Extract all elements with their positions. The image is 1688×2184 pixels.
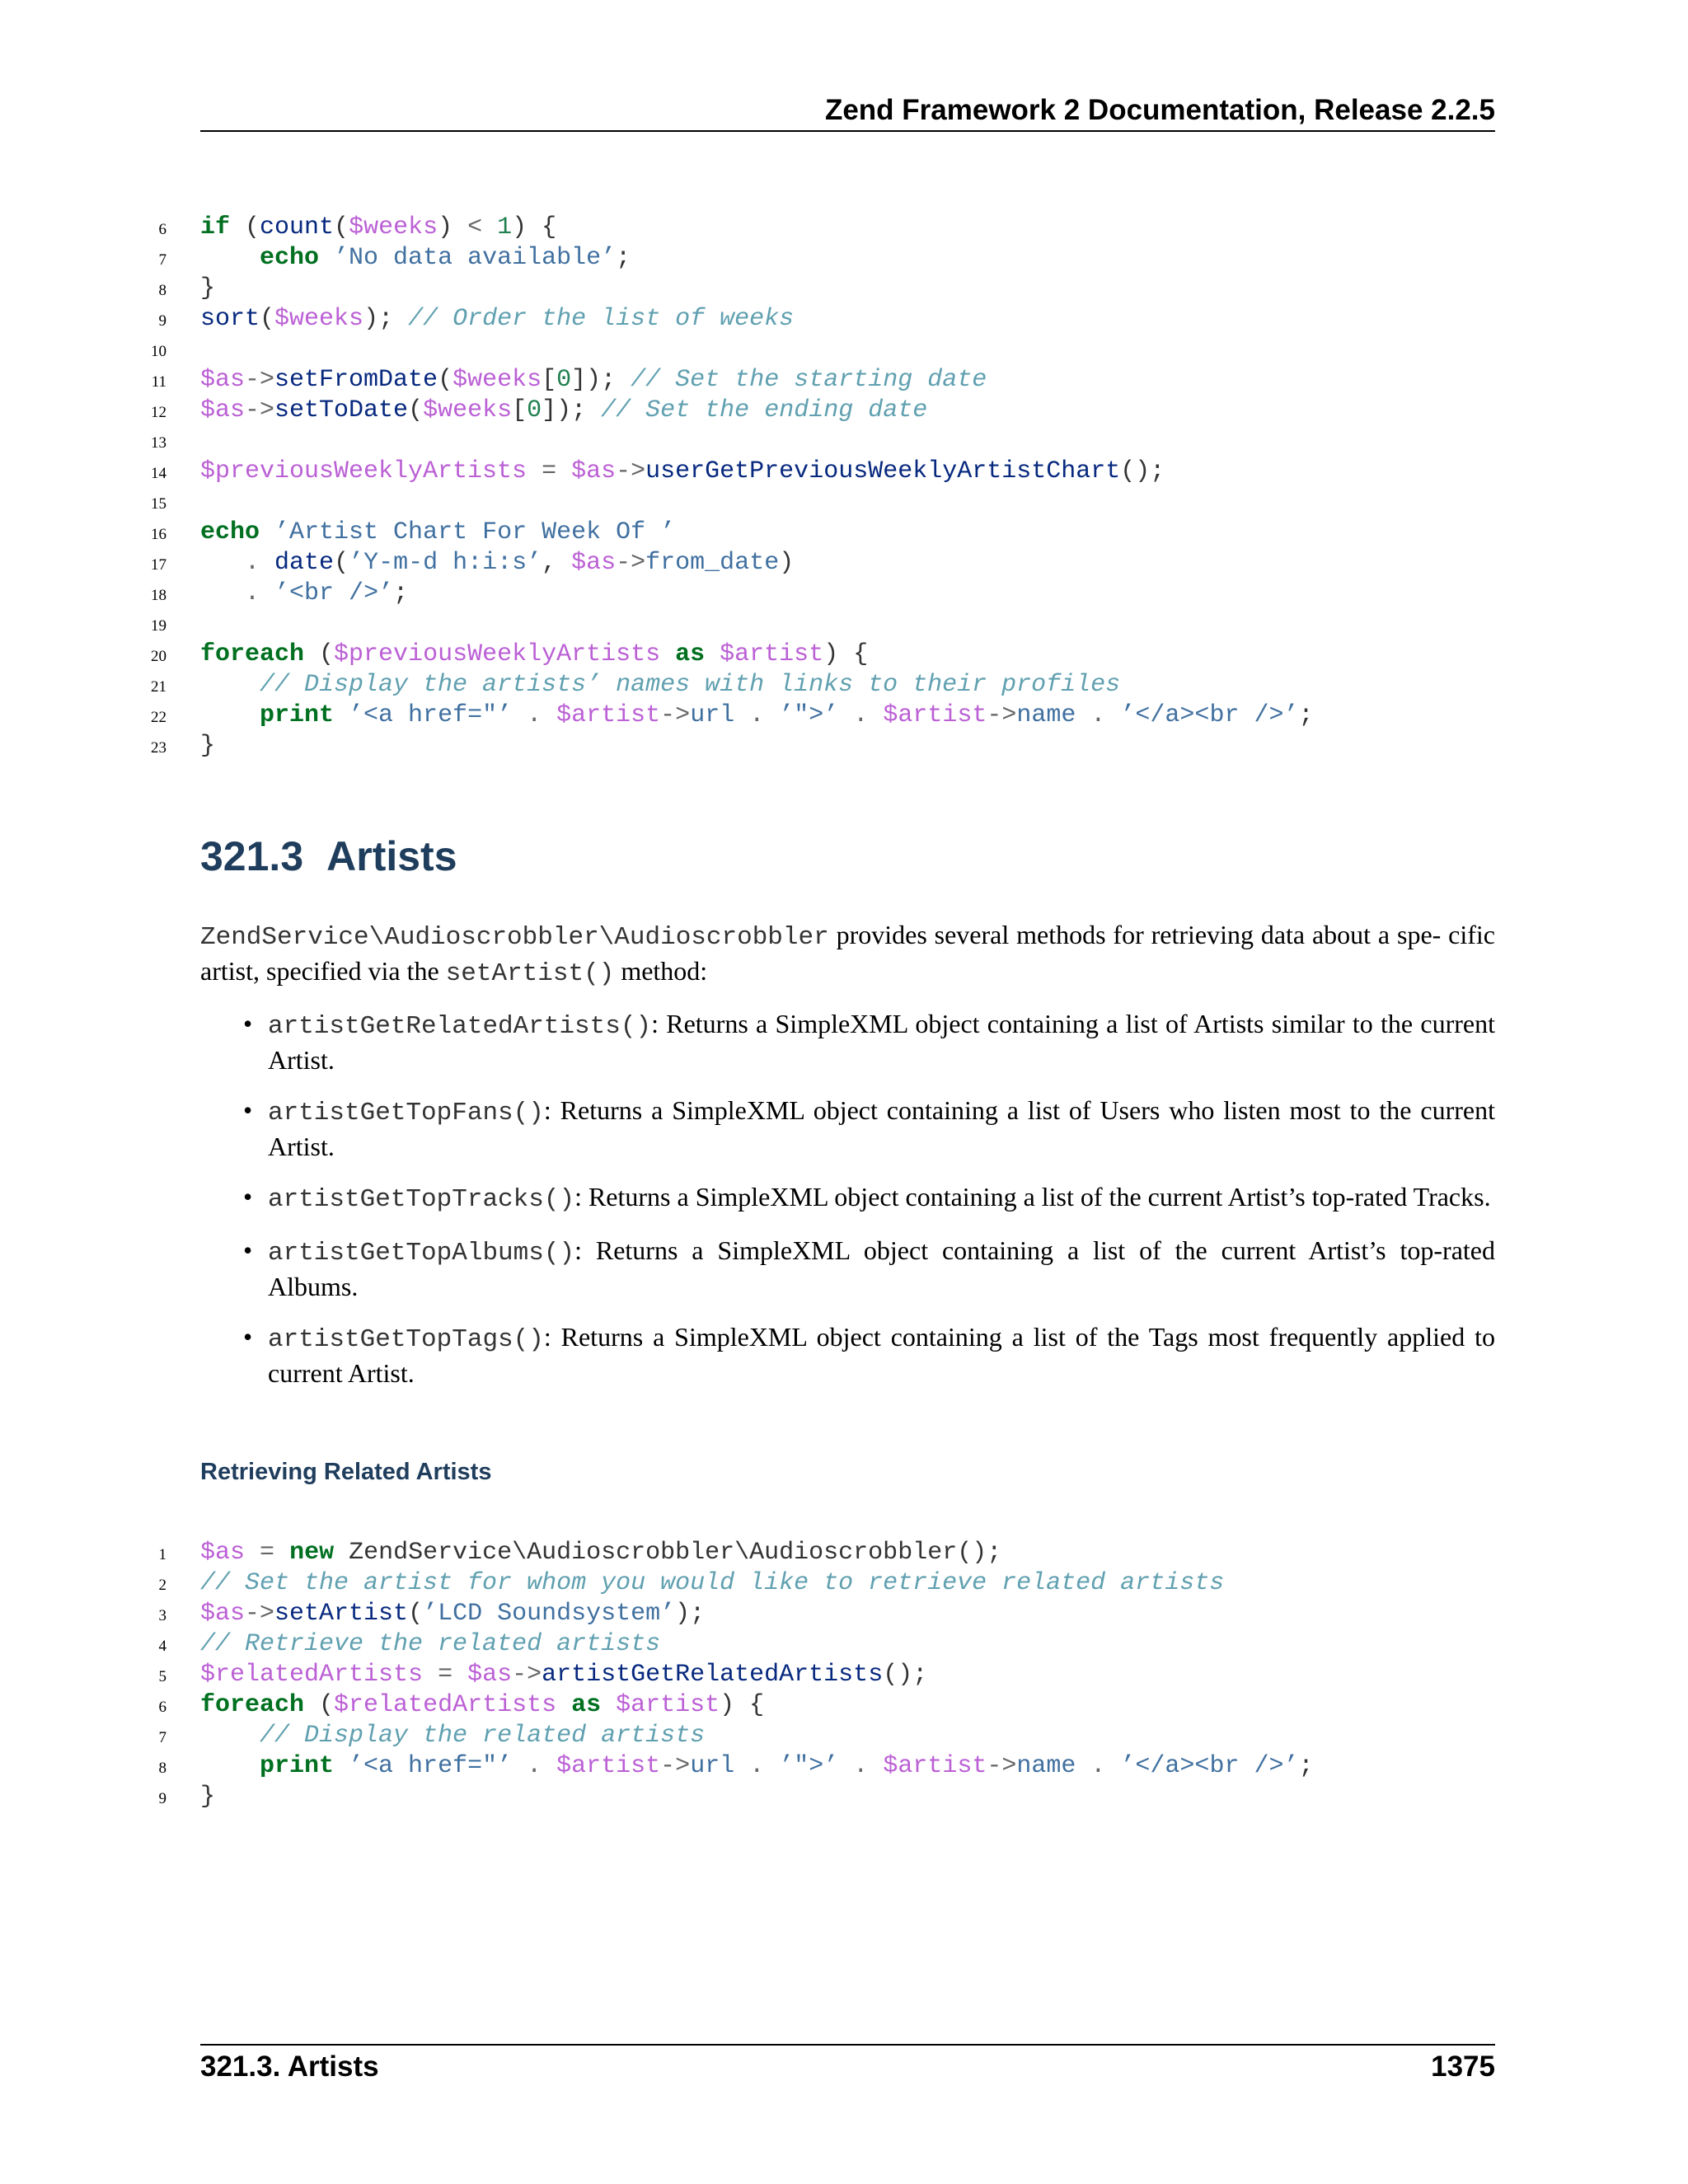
code-token: $previousWeeklyArtists bbox=[200, 457, 528, 485]
line-number: 11 bbox=[151, 373, 166, 391]
code-token: ’Y-m-d h:i:s’ bbox=[349, 549, 542, 577]
code-token: // Display the related artists bbox=[260, 1722, 706, 1750]
line-number: 10 bbox=[151, 343, 166, 360]
line-number: 16 bbox=[151, 526, 166, 543]
code-token: $as bbox=[200, 1600, 246, 1628]
code-token: echo bbox=[200, 518, 260, 546]
code-token: // Display the artists’ names with links to their profiles bbox=[260, 671, 1121, 699]
code-token: -> bbox=[660, 701, 691, 729]
code-token: ( bbox=[230, 213, 260, 241]
code-token bbox=[200, 1722, 260, 1750]
code-token: ; bbox=[1298, 701, 1314, 729]
code-token bbox=[1076, 701, 1090, 729]
code-token bbox=[260, 579, 274, 607]
code-token: foreach bbox=[200, 640, 305, 668]
code-token: as bbox=[675, 640, 706, 668]
code-token: if bbox=[200, 213, 231, 241]
intro-paragraph bbox=[200, 918, 1495, 991]
code-token: $artist bbox=[556, 1752, 661, 1780]
code-token: echo bbox=[260, 244, 320, 272]
code-token: , bbox=[542, 549, 572, 577]
list-item bbox=[200, 1320, 1495, 1390]
code-token: -> bbox=[245, 1600, 275, 1628]
footer-section-label: 321.3. Artists bbox=[200, 2050, 379, 2083]
code-token: ( bbox=[334, 549, 349, 577]
code-text bbox=[200, 1568, 1224, 1599]
code-token: ; bbox=[616, 244, 631, 272]
code-token: $relatedArtists bbox=[200, 1661, 424, 1689]
line-number: 12 bbox=[151, 404, 166, 421]
code-text bbox=[200, 548, 794, 579]
code-token: -> bbox=[987, 1752, 1017, 1780]
code-text bbox=[200, 1599, 705, 1629]
page-number: 1375 bbox=[1431, 2050, 1495, 2083]
code-token bbox=[200, 244, 260, 272]
code-token: . bbox=[749, 1752, 765, 1780]
code-text bbox=[200, 396, 927, 426]
code-text bbox=[200, 457, 1165, 487]
code-token bbox=[334, 1752, 349, 1780]
code-text bbox=[200, 640, 868, 670]
page-footer bbox=[200, 2044, 1495, 2083]
section-heading bbox=[200, 832, 457, 880]
code-token bbox=[452, 1661, 467, 1689]
code-text bbox=[200, 243, 631, 274]
code-token: ’LCD Soundsystem’ bbox=[423, 1600, 676, 1628]
code-token: -> bbox=[616, 457, 646, 485]
document-title: Zend Framework 2 Documentation, Release 2.2.5 bbox=[824, 94, 1495, 126]
code-token: ); bbox=[363, 305, 409, 333]
code-text bbox=[200, 701, 1313, 731]
method-description: : Returns a SimpleXML object containing a list of Artists similar to the current Artist. bbox=[268, 1009, 1495, 1075]
code-token: ’Artist Chart For Week Of ’ bbox=[274, 518, 676, 546]
code-token: new bbox=[289, 1539, 335, 1567]
page-header bbox=[200, 89, 1495, 132]
line-number: 9 bbox=[158, 1790, 166, 1807]
list-item bbox=[200, 1094, 1495, 1163]
line-number: 8 bbox=[158, 1760, 166, 1777]
code-token: . bbox=[1090, 701, 1106, 729]
code-token: ’<a href="’ bbox=[349, 1752, 513, 1780]
bullet-marker: • bbox=[243, 1009, 253, 1038]
code-token: ( bbox=[408, 1600, 424, 1628]
line-number: 23 bbox=[151, 739, 166, 757]
code-token: // Set the artist for whom you would like to retrieve related artists bbox=[200, 1569, 1225, 1597]
code-token bbox=[734, 701, 749, 729]
code-token: // Retrieve the related artists bbox=[200, 1630, 661, 1658]
code-token: ); bbox=[675, 1600, 706, 1628]
list-item bbox=[200, 1180, 1495, 1216]
code-token: $artist bbox=[883, 1752, 987, 1780]
code-token: $previousWeeklyArtists bbox=[334, 640, 661, 668]
section-title: Artists bbox=[326, 833, 457, 879]
code-token bbox=[542, 1752, 556, 1780]
code-token: ) { bbox=[823, 640, 869, 668]
code-token: $weeks bbox=[274, 305, 364, 333]
subsection-heading: Retrieving Related Artists bbox=[200, 1459, 492, 1485]
code-token bbox=[734, 1752, 749, 1780]
code-token: ( bbox=[260, 305, 275, 333]
code-token bbox=[556, 457, 571, 485]
line-number: 3 bbox=[158, 1607, 166, 1624]
code-text bbox=[200, 1721, 705, 1751]
code-token bbox=[200, 549, 245, 577]
code-token: = bbox=[260, 1539, 275, 1567]
code-token bbox=[660, 640, 675, 668]
code-token: $artist bbox=[883, 701, 987, 729]
code-text bbox=[200, 1782, 215, 1812]
code-token: foreach bbox=[200, 1691, 305, 1719]
section-number: 321.3 bbox=[200, 833, 304, 879]
code-token bbox=[319, 244, 334, 272]
code-token: ( bbox=[304, 640, 335, 668]
code-token: < bbox=[467, 213, 483, 241]
code-text bbox=[200, 213, 556, 243]
method-description: : Returns a SimpleXML object containing a list of Users who listen most to the current Artist. bbox=[268, 1095, 1495, 1161]
code-token: (); bbox=[883, 1661, 928, 1689]
code-token: count bbox=[260, 213, 335, 241]
code-token: = bbox=[542, 457, 557, 485]
code-token bbox=[512, 1752, 527, 1780]
code-token bbox=[705, 640, 720, 668]
code-token bbox=[512, 701, 527, 729]
code-token: $artist bbox=[616, 1691, 720, 1719]
method-name: artistGetTopTags() bbox=[268, 1325, 544, 1354]
code-token bbox=[423, 1661, 438, 1689]
method-literal: setArtist() bbox=[445, 959, 615, 988]
line-number: 1 bbox=[158, 1546, 166, 1563]
code-text bbox=[200, 1751, 1313, 1782]
code-token: -> bbox=[245, 396, 275, 424]
code-token: . bbox=[527, 1752, 542, 1780]
code-token bbox=[1105, 1752, 1120, 1780]
code-token: userGetPreviousWeeklyArtistChart bbox=[645, 457, 1121, 485]
code-token bbox=[1105, 701, 1120, 729]
code-token: ) { bbox=[512, 213, 557, 241]
code-token: . bbox=[853, 1752, 869, 1780]
code-token: . bbox=[527, 701, 542, 729]
code-token bbox=[334, 701, 349, 729]
code-text bbox=[200, 579, 408, 609]
line-number: 6 bbox=[158, 1699, 166, 1716]
code-token: name bbox=[1016, 701, 1076, 729]
line-number: 7 bbox=[158, 1729, 166, 1746]
code-token: ’">’ bbox=[779, 1752, 839, 1780]
code-token bbox=[482, 213, 497, 241]
code-token bbox=[260, 518, 274, 546]
code-text bbox=[200, 365, 987, 396]
code-token: from_date bbox=[645, 549, 780, 577]
code-token: . bbox=[1090, 1752, 1106, 1780]
code-token: ; bbox=[393, 579, 409, 607]
code-text bbox=[200, 304, 794, 335]
code-token bbox=[838, 1752, 853, 1780]
code-token: // Set the ending date bbox=[601, 396, 928, 424]
method-name: artistGetRelatedArtists() bbox=[268, 1012, 652, 1041]
line-number: 13 bbox=[151, 434, 166, 452]
code-token: date bbox=[274, 549, 335, 577]
code-text bbox=[200, 1538, 1001, 1568]
line-number: 17 bbox=[151, 556, 166, 574]
code-text bbox=[200, 670, 1120, 701]
code-token: // Order the list of weeks bbox=[408, 305, 795, 333]
line-number: 15 bbox=[151, 495, 166, 513]
code-token: -> bbox=[512, 1661, 542, 1689]
code-text bbox=[200, 274, 215, 304]
code-text bbox=[200, 731, 215, 762]
line-number: 21 bbox=[151, 678, 166, 696]
code-token: artistGetRelatedArtists bbox=[542, 1661, 884, 1689]
code-token: ’</a><br />’ bbox=[1120, 1752, 1299, 1780]
code-token: ( bbox=[408, 396, 424, 424]
code-token bbox=[260, 549, 274, 577]
code-token: 0 bbox=[527, 396, 542, 424]
code-token: -> bbox=[660, 1752, 691, 1780]
code-token: 1 bbox=[497, 213, 513, 241]
code-token: ZendService\Audioscrobbler\Audioscrobbler(); bbox=[334, 1539, 1002, 1567]
bullet-marker: • bbox=[243, 1095, 253, 1125]
code-token: } bbox=[200, 1783, 216, 1811]
intro-text-2: method: bbox=[614, 956, 708, 986]
code-token: } bbox=[200, 274, 216, 302]
code-token: . bbox=[245, 579, 260, 607]
code-token: name bbox=[1016, 1752, 1076, 1780]
code-token bbox=[556, 1691, 571, 1719]
code-text bbox=[200, 1629, 660, 1660]
code-token: setArtist bbox=[274, 1600, 409, 1628]
code-token: [ bbox=[542, 366, 557, 394]
bullet-marker: • bbox=[243, 1322, 253, 1352]
bullet-marker: • bbox=[243, 1235, 253, 1265]
code-token: $as bbox=[571, 457, 617, 485]
code-token: ’">’ bbox=[779, 701, 839, 729]
method-name: artistGetTopAlbums() bbox=[268, 1239, 575, 1268]
code-token: // Set the starting date bbox=[631, 366, 987, 394]
code-token bbox=[764, 1752, 779, 1780]
code-token: $artist bbox=[720, 640, 824, 668]
code-token: -> bbox=[616, 549, 646, 577]
code-token: ; bbox=[1298, 1752, 1314, 1780]
list-item bbox=[200, 1234, 1495, 1303]
line-number: 4 bbox=[158, 1638, 166, 1655]
code-token bbox=[200, 579, 245, 607]
method-description: : Returns a SimpleXML object containing a list of the Tags most frequently applied to current Artist. bbox=[268, 1322, 1495, 1388]
code-token: $weeks bbox=[452, 366, 542, 394]
code-token: (); bbox=[1120, 457, 1165, 485]
code-token: as bbox=[571, 1691, 602, 1719]
line-number: 8 bbox=[158, 282, 166, 299]
code-token bbox=[764, 701, 779, 729]
method-name: artistGetTopFans() bbox=[268, 1099, 544, 1127]
code-token: $artist bbox=[556, 701, 661, 729]
code-token bbox=[601, 1691, 616, 1719]
code-token bbox=[245, 1539, 260, 1567]
bullet-marker: • bbox=[243, 1182, 253, 1212]
code-token: -> bbox=[245, 366, 275, 394]
code-token: ( bbox=[438, 366, 453, 394]
code-token: ’No data available’ bbox=[334, 244, 617, 272]
code-token: url bbox=[690, 701, 735, 729]
code-token: ]); bbox=[571, 366, 631, 394]
code-token: sort bbox=[200, 305, 260, 333]
line-number: 7 bbox=[158, 251, 166, 269]
code-token: ’<br />’ bbox=[274, 579, 394, 607]
code-token: . bbox=[749, 701, 765, 729]
code-token: ]); bbox=[542, 396, 602, 424]
method-description: : Returns a SimpleXML object containing a list of the current Artist’s top-rated Albums. bbox=[268, 1235, 1495, 1301]
intro-text-1: provides several methods for retrieving data about a spe- cific artist, specified via the bbox=[200, 920, 1495, 986]
code-token: . bbox=[853, 701, 869, 729]
code-token bbox=[527, 457, 542, 485]
line-number: 5 bbox=[158, 1668, 166, 1685]
artist-methods-list bbox=[200, 1007, 1495, 1407]
code-token bbox=[200, 701, 260, 729]
code-token bbox=[838, 701, 853, 729]
code-token: } bbox=[200, 732, 216, 760]
code-token: $weeks bbox=[423, 396, 513, 424]
code-text bbox=[200, 518, 675, 548]
code-token: $weeks bbox=[349, 213, 438, 241]
code-token: . bbox=[245, 549, 260, 577]
list-item bbox=[200, 1007, 1495, 1076]
code-token: ) bbox=[779, 549, 795, 577]
code-token: setFromDate bbox=[274, 366, 438, 394]
code-text bbox=[200, 1690, 764, 1721]
code-token: url bbox=[690, 1752, 735, 1780]
code-token bbox=[274, 1539, 289, 1567]
code-token: ( bbox=[334, 213, 349, 241]
code-token: $as bbox=[200, 1539, 246, 1567]
line-number: 18 bbox=[151, 587, 166, 604]
code-token: $as bbox=[200, 366, 246, 394]
code-token bbox=[868, 701, 883, 729]
line-number: 22 bbox=[151, 709, 166, 726]
code-token bbox=[200, 671, 260, 699]
line-number: 20 bbox=[151, 648, 166, 665]
code-token: 0 bbox=[556, 366, 572, 394]
line-number: 14 bbox=[151, 465, 166, 482]
code-token: ( bbox=[304, 1691, 335, 1719]
code-token: ) bbox=[438, 213, 468, 241]
code-token bbox=[868, 1752, 883, 1780]
code-token: print bbox=[260, 701, 335, 729]
class-name-literal: ZendService\Audioscrobbler\Audioscrobbler bbox=[200, 923, 829, 952]
code-token: print bbox=[260, 1752, 335, 1780]
code-token: $as bbox=[467, 1661, 513, 1689]
code-text bbox=[200, 1660, 927, 1690]
code-token bbox=[542, 701, 556, 729]
code-token: [ bbox=[512, 396, 528, 424]
line-number: 9 bbox=[158, 312, 166, 330]
method-name: artistGetTopTracks() bbox=[268, 1185, 575, 1214]
method-description: : Returns a SimpleXML object containing a list of the current Artist’s top-rated Tracks. bbox=[574, 1182, 1491, 1212]
line-number: 19 bbox=[151, 617, 166, 635]
line-number: 6 bbox=[158, 221, 166, 238]
code-token: ’<a href="’ bbox=[349, 701, 513, 729]
code-token: $relatedArtists bbox=[334, 1691, 557, 1719]
code-token: $as bbox=[571, 549, 617, 577]
code-token bbox=[1076, 1752, 1090, 1780]
code-token: ) { bbox=[720, 1691, 765, 1719]
code-token: -> bbox=[987, 701, 1017, 729]
line-number: 2 bbox=[158, 1577, 166, 1594]
code-token: ’</a><br />’ bbox=[1120, 701, 1299, 729]
code-token bbox=[200, 1752, 260, 1780]
code-token: setToDate bbox=[274, 396, 409, 424]
code-token: = bbox=[438, 1661, 453, 1689]
code-token: $as bbox=[200, 396, 246, 424]
